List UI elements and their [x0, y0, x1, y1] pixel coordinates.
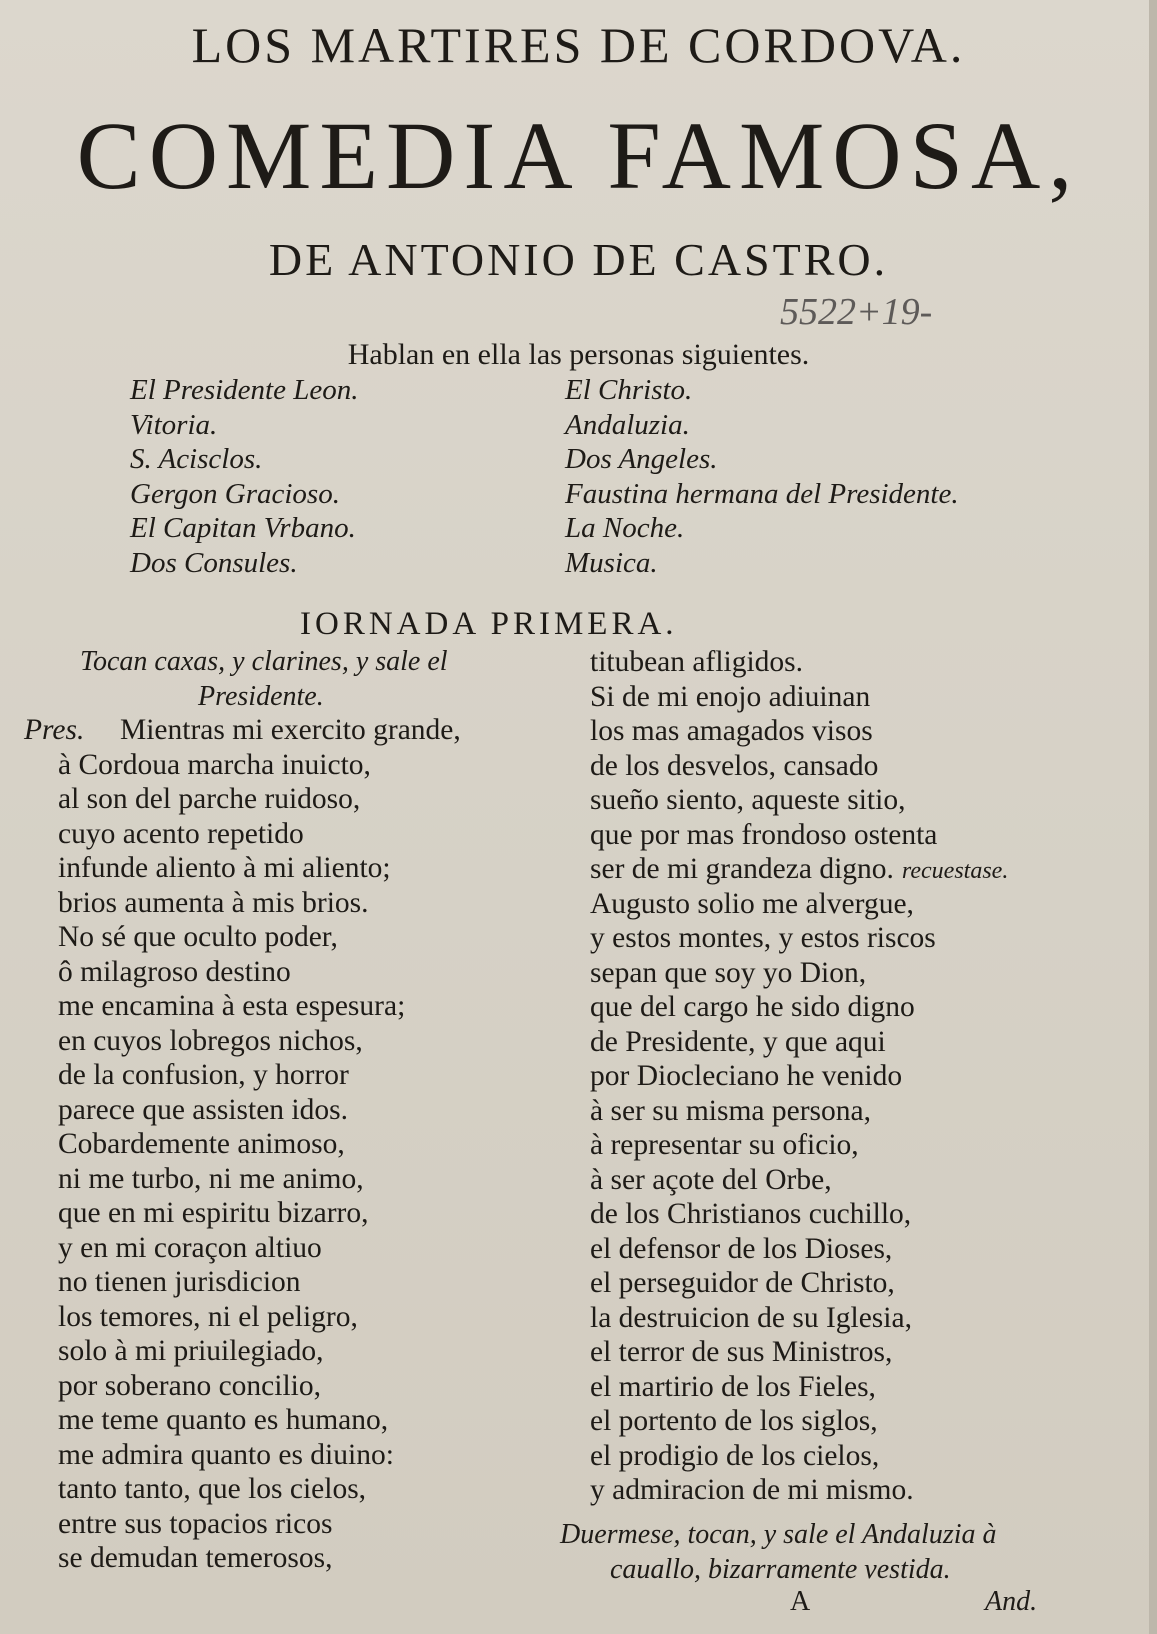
inline-stage-aside: recuestase.	[901, 858, 1009, 884]
verse-text: titubean afligidos.	[590, 646, 804, 678]
author-line: DE ANTONIO DE CASTRO.	[268, 234, 889, 285]
verse-text: à ser su misma persona,	[590, 1094, 871, 1127]
verse-line	[590, 1197, 1008, 1232]
verse-line	[590, 1370, 1008, 1405]
verse-line	[590, 1232, 1008, 1267]
stage-direction-line: Tocan caxas, y clarines, y sale el	[80, 646, 448, 677]
running-head: LOS MARTIRES DE CORDOVA.	[191, 17, 966, 73]
verse-text: por Diocleciano he venido	[590, 1060, 903, 1092]
verse-text: de Presidente, y que aqui	[590, 1025, 886, 1058]
verse-line: brios aumenta à mis brios.	[58, 886, 369, 919]
verse-line: me teme quanto es humano,	[58, 1404, 389, 1436]
verse-line	[590, 1404, 1008, 1439]
verse-text: y estos montes, y estos riscos	[590, 922, 936, 954]
verse-text: sepan que soy yo Dion,	[590, 956, 867, 989]
cast-entry: Dos Angeles.	[565, 443, 718, 475]
verse-text: el terror de sus Ministros,	[590, 1336, 893, 1368]
verse-line	[590, 1163, 1008, 1198]
verse-line: cuyo acento repetido	[58, 817, 304, 850]
verse-text: los mas amagados visos	[590, 715, 873, 747]
verse-line: Cobardemente animoso,	[58, 1128, 345, 1160]
verse-text: Si de mi enojo adiuinan	[590, 680, 871, 713]
verse-line	[590, 1025, 1008, 1060]
verse-text: que por mas frondoso ostenta	[590, 818, 938, 851]
verse-line	[590, 1266, 1008, 1301]
verse-line: tanto tanto, que los cielos,	[58, 1473, 367, 1505]
stage-direction-line: Duermese, tocan, y sale el Andaluzia à	[560, 1519, 997, 1550]
verse-text: el portento de los siglos,	[590, 1405, 878, 1437]
verse-line: infunde aliento à mi aliento;	[58, 852, 391, 884]
verse-text: el prodigio de los cielos,	[590, 1439, 880, 1472]
verse-line: solo à mi priuilegiado,	[58, 1335, 324, 1367]
signature-mark: A	[790, 1586, 811, 1617]
cast-entry: El Capitan Vrbano.	[130, 512, 356, 544]
catchword: And.	[985, 1586, 1038, 1617]
page-edge	[1149, 0, 1157, 1634]
verse-text: Augusto solio me alvergue,	[590, 887, 914, 920]
verse-line: y en mi coraçon altiuo	[58, 1231, 322, 1264]
verse-line: parece que assisten idos.	[58, 1093, 348, 1126]
verse-line	[590, 680, 1008, 715]
verse-line	[590, 1059, 1008, 1094]
verse-text: de los Christianos cuchillo,	[590, 1198, 912, 1230]
verse-line: me admira quanto es diuino:	[58, 1438, 394, 1471]
page-title: COMEDIA FAMOSA,	[76, 102, 1081, 209]
verse-text: el perseguidor de Christo,	[590, 1267, 895, 1299]
verse-line: los temores, ni el peligro,	[58, 1300, 358, 1333]
act-heading: IORNADA PRIMERA.	[300, 606, 678, 642]
verse-line: ni me turbo, ni me animo,	[58, 1162, 364, 1195]
verse-text: el defensor de los Dioses,	[590, 1232, 893, 1265]
verse-line	[590, 645, 1008, 680]
verse-line	[590, 887, 1008, 922]
verse-line: Mientras mi exercito grande,	[120, 714, 461, 746]
cast-heading: Hablan en ella las personas siguientes.	[347, 338, 810, 371]
verse-text: y admiracion de mi mismo.	[590, 1474, 914, 1506]
stage-direction-line: Presidente.	[198, 680, 324, 712]
verse-line: se demudan temerosos,	[58, 1542, 333, 1574]
verse-line	[590, 956, 1008, 991]
verse-line	[590, 921, 1008, 956]
verse-line: que en mi espiritu bizarro,	[58, 1197, 369, 1229]
verse-line: en cuyos lobregos nichos,	[58, 1024, 363, 1057]
verse-line	[590, 1128, 1008, 1163]
manuscript-note: 5522+19-	[780, 291, 933, 333]
verse-text: à representar su oficio,	[590, 1129, 859, 1161]
cast-entry: El Presidente Leon.	[130, 374, 359, 406]
cast-list-left	[130, 373, 358, 580]
verse-text: que del cargo he sido digno	[590, 991, 915, 1023]
verse-text: la destruicion de su Iglesia,	[590, 1301, 912, 1334]
verse-text: de los desvelos, cansado	[590, 749, 879, 782]
verse-line: por soberano concilio,	[58, 1369, 321, 1402]
verse-line	[590, 1439, 1008, 1474]
stage-direction-line: cauallo, bizarramente vestida.	[610, 1553, 951, 1585]
verse-line	[590, 1301, 1008, 1336]
verse-text: ser de mi grandeza digno.	[590, 853, 894, 885]
cast-list-right	[565, 373, 959, 580]
verse-text: el martirio de los Fieles,	[590, 1370, 876, 1403]
verse-line	[590, 1335, 1008, 1370]
verse-line	[590, 818, 1008, 853]
closing-stage-direction	[560, 1518, 997, 1587]
verse-line	[590, 749, 1008, 784]
speaker-label: Pres.	[24, 714, 85, 746]
verse-line: no tienen jurisdicion	[58, 1266, 301, 1298]
verse-line	[590, 783, 1008, 818]
verse-column-right	[590, 645, 1008, 1508]
verse-line	[590, 714, 1008, 749]
verse-line: al son del parche ruidoso,	[58, 783, 361, 815]
cast-entry: Vitoria.	[130, 408, 218, 441]
verse-text: à ser açote del Orbe,	[590, 1163, 832, 1196]
verse-column-left	[58, 713, 461, 1576]
verse-line	[590, 852, 1008, 887]
verse-line: me encamina à esta espesura;	[58, 990, 406, 1022]
verse-line: à Cordoua marcha inuicto,	[58, 748, 371, 781]
cast-entry: S. Acisclos.	[130, 443, 263, 475]
verse-text: sueño siento, aqueste sitio,	[590, 784, 906, 816]
verse-line	[590, 1473, 1008, 1508]
verse-line	[590, 1094, 1008, 1129]
verse-line	[590, 990, 1008, 1025]
verse-line: ô milagroso destino	[58, 955, 291, 988]
verse-line: de la confusion, y horror	[58, 1059, 349, 1091]
cast-entry: Andaluzia.	[565, 408, 690, 441]
cast-entry: Dos Consules.	[130, 546, 298, 579]
cast-entry: Musica.	[565, 546, 658, 579]
cast-entry: El Christo.	[565, 374, 693, 406]
opening-stage-direction	[80, 645, 448, 714]
cast-entry: La Noche.	[565, 512, 685, 544]
cast-entry: Gergon Gracioso.	[130, 477, 340, 510]
cast-entry: Faustina hermana del Presidente.	[565, 477, 959, 510]
verse-line: entre sus topacios ricos	[58, 1507, 333, 1540]
verse-line: No sé que oculto poder,	[58, 921, 338, 953]
